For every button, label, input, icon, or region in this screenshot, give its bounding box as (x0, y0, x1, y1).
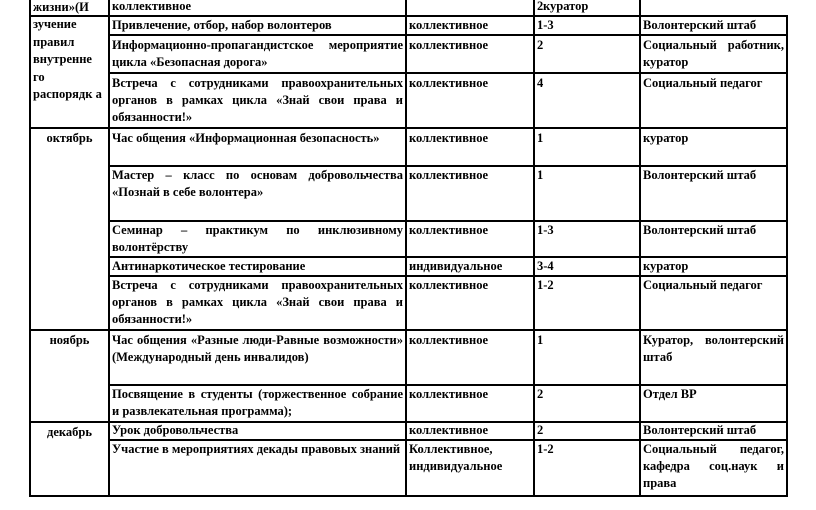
form-cell: коллективное (409, 76, 488, 90)
grid-line (29, 127, 788, 129)
event-cell: Посвящение в студенты (торжественное собрание и развлекательная программа); (112, 387, 403, 418)
week-cell: 2 (537, 423, 544, 437)
period-cell-september: жизни»(И зучение правил внутренне го распорядк а (33, 0, 102, 102)
event-cell: Участие в мероприятиях декады правовых знаний (112, 442, 401, 456)
grid-line (29, 495, 788, 497)
grid-line (108, 34, 788, 36)
form-cell: индивидуальное (409, 259, 503, 273)
form-cell: коллективное (409, 423, 488, 437)
event-cell: Антинаркотическое тестирование (112, 259, 306, 273)
event-cell: Час общения «Разные люди-Равные возможности» (Международный день инвалидов) (112, 333, 403, 364)
period-cell-october: октябрь (46, 131, 93, 145)
event-cell: Урок добровольчества (112, 423, 239, 437)
event-cell: Привлечение, отбор, набор волонтеров (112, 18, 332, 32)
form-cell: коллективное (409, 38, 488, 52)
week-cell: 2 (537, 38, 544, 52)
week-cell: 1-3 (537, 18, 554, 32)
event-cell: Встреча с сотрудниками правоохранительных органов в рамках цикла «Знай свои права и обязанности!» (112, 76, 403, 124)
form-cell: коллективное (409, 168, 488, 182)
week-cell: 1 (537, 131, 544, 145)
event-cell: Информационно-пропагандистское мероприятие цикла «Безопасная дорога» (112, 38, 403, 69)
form-cell: коллективное (409, 387, 488, 401)
responsible-cell: Волонтерский штаб (643, 423, 757, 437)
week-cell: 2 (537, 387, 544, 401)
event-cell: коллективное (112, 0, 191, 13)
responsible-cell: куратор (643, 131, 689, 145)
responsible-cell: Куратор, волонтерский штаб (643, 333, 784, 364)
responsible-cell: Волонтерский штаб (643, 168, 757, 182)
form-cell: коллективное (409, 223, 488, 237)
week-cell: 3-4 (537, 259, 554, 273)
responsible-cell: Волонтерский штаб (643, 223, 757, 237)
responsible-cell: Социальный работник, куратор (643, 38, 784, 69)
event-cell: Мастер – класс по основам добровольчества «Познай в себе волонтера» (112, 168, 403, 199)
grid-line (108, 72, 788, 74)
event-cell: Семинар – практикум по инклюзивному волонтёрству (112, 223, 403, 254)
event-cell: Встреча с сотрудниками правоохранительных органов в рамках цикла «Знай свои права и обязанности!» (112, 278, 403, 326)
responsible-cell: Отдел ВР (643, 387, 697, 401)
week-cell: 1-2 (537, 278, 554, 292)
responsible-cell: куратор (543, 0, 589, 13)
responsible-cell: Волонтерский штаб (643, 18, 757, 32)
responsible-cell: куратор (643, 259, 689, 273)
week-cell: 1-3 (537, 223, 554, 237)
event-cell: Час общения «Информационная безопасность» (112, 131, 380, 145)
form-cell: коллективное (409, 18, 488, 32)
period-cell-november: ноябрь (49, 333, 90, 347)
responsible-cell: Социальный педагог (643, 278, 763, 292)
week-cell: 4 (537, 76, 544, 90)
form-cell: коллективное (409, 333, 488, 347)
responsible-cell: Социальный педагог, кафедра соц.наук и права (643, 442, 784, 490)
responsible-cell: Социальный педагог (643, 76, 763, 90)
week-cell: 1-2 (537, 442, 554, 456)
form-cell: коллективное (409, 278, 488, 292)
form-cell: коллективное (409, 131, 488, 145)
form-cell: Коллективное, индивидуальное (409, 442, 503, 473)
week-cell: 1 (537, 168, 544, 182)
week-cell: 2 (537, 0, 544, 13)
week-cell: 1 (537, 333, 544, 347)
period-cell-december: декабрь (47, 425, 92, 439)
grid-line (29, 329, 788, 331)
